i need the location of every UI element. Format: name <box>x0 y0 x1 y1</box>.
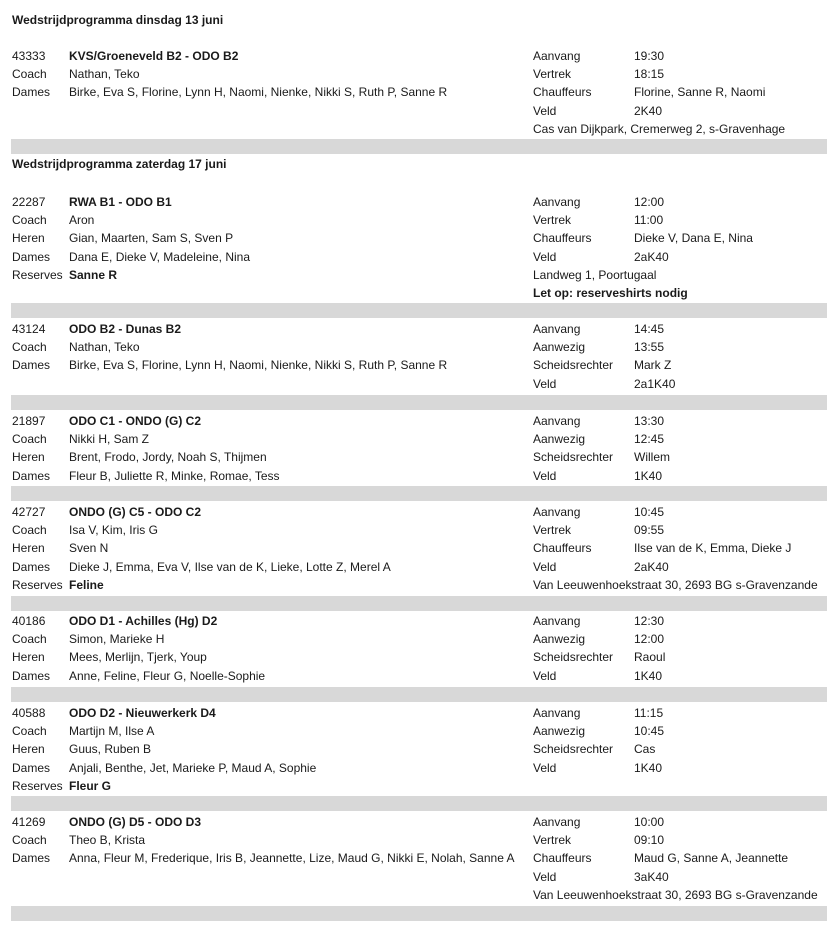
info-value: 10:00 <box>634 815 665 829</box>
row-value: Birke, Eva S, Florine, Lynn H, Naomi, Nienke, Nikki S, Ruth P, Sanne R <box>69 85 448 100</box>
separator-bar <box>11 486 827 501</box>
info-label: Vertrek <box>533 523 572 538</box>
row-label: Coach <box>12 523 47 538</box>
separator-bar <box>11 596 827 611</box>
row-label: Dames <box>12 559 51 574</box>
row-label: Heren <box>12 742 45 757</box>
match-code: 43333 <box>12 49 46 63</box>
info-label: Scheidsrechter <box>533 650 614 665</box>
info-label: Veld <box>533 869 557 884</box>
row-label: Dames <box>12 760 51 775</box>
row-value: Guus, Ruben B <box>69 742 152 757</box>
separator-bar <box>11 906 827 921</box>
info-value: 13:30 <box>634 414 665 428</box>
info-label: Veld <box>533 668 557 683</box>
row-label: Coach <box>12 833 47 848</box>
row-value: Simon, Marieke H <box>69 632 165 647</box>
reserves-label: Reserves <box>12 267 63 282</box>
reserves-value: Sanne R <box>69 267 118 282</box>
info-value: Maud G, Sanne A, Jeannette <box>634 851 789 866</box>
info-label: Veld <box>533 249 557 264</box>
info-label: Aanwezig <box>533 340 586 355</box>
location-text: Cas van Dijkpark, Cremerweg 2, s-Gravenhage <box>533 121 786 136</box>
row-value: Brent, Frodo, Jordy, Noah S, Thijmen <box>69 450 267 465</box>
info-label: Veld <box>533 468 557 483</box>
separator-bar <box>11 796 827 811</box>
row-value: Anjali, Benthe, Jet, Marieke P, Maud A, Sophie <box>69 760 317 775</box>
info-label: Vertrek <box>533 67 572 82</box>
row-label: Dames <box>12 851 51 866</box>
info-value: 2aK40 <box>634 249 669 264</box>
info-value: 11:00 <box>634 213 664 228</box>
row-value: Nathan, Teko <box>69 67 140 82</box>
info-value: 12:00 <box>634 195 665 209</box>
info-label: Veld <box>533 559 557 574</box>
row-value: Isa V, Kim, Iris G <box>69 523 158 538</box>
location-text: Van Leeuwenhoekstraat 30, 2693 BG s-Gravenzande <box>533 887 818 902</box>
info-label: Aanwezig <box>533 632 586 647</box>
info-value: Ilse van de K, Emma, Dieke J <box>634 541 792 556</box>
info-label: Aanwezig <box>533 432 586 447</box>
row-value: Gian, Maarten, Sam S, Sven P <box>69 231 234 246</box>
info-value: 1K40 <box>634 468 663 483</box>
match-title: KVS/Groeneveld B2 - ODO B2 <box>69 49 239 63</box>
info-label: Aanvang <box>533 49 581 63</box>
info-label: Aanwezig <box>533 724 586 739</box>
row-label: Heren <box>12 650 45 665</box>
info-label: Chauffeurs <box>533 231 592 246</box>
info-value: 19:30 <box>634 49 665 63</box>
match-title: ODO B2 - Dunas B2 <box>69 322 182 336</box>
match-title: ODO D1 - Achilles (Hg) D2 <box>69 614 218 628</box>
row-value: Birke, Eva S, Florine, Lynn H, Naomi, Nienke, Nikki S, Ruth P, Sanne R <box>69 358 448 373</box>
info-value: Cas <box>634 742 656 757</box>
row-label: Dames <box>12 468 51 483</box>
row-value: Anne, Feline, Fleur G, Noelle-Sophie <box>69 668 266 683</box>
match-title: ONDO (G) D5 - ODO D3 <box>69 815 202 829</box>
info-value: 09:10 <box>634 833 665 848</box>
info-value: 10:45 <box>634 724 665 739</box>
info-label: Scheidsrechter <box>533 450 614 465</box>
day-title: Wedstrijdprogramma dinsdag 13 juni <box>12 13 224 27</box>
match-code: 41269 <box>12 815 46 829</box>
info-value: 12:30 <box>634 614 665 628</box>
info-value: 11:15 <box>634 706 664 720</box>
row-value: Mees, Merlijn, Tjerk, Youp <box>69 650 207 665</box>
info-value: 2aK40 <box>634 559 669 574</box>
row-value: Dieke J, Emma, Eva V, Ilse van de K, Lieke, Lotte Z, Merel A <box>69 559 391 574</box>
row-label: Coach <box>12 432 47 447</box>
match-title: ODO D2 - Nieuwerkerk D4 <box>69 706 216 720</box>
info-value: 13:55 <box>634 340 665 355</box>
match-code: 21897 <box>12 414 46 428</box>
row-label: Dames <box>12 668 51 683</box>
match-title: RWA B1 - ODO B1 <box>69 195 172 209</box>
info-value: 3aK40 <box>634 869 669 884</box>
reserves-label: Reserves <box>12 577 63 592</box>
row-value: Anna, Fleur M, Frederique, Iris B, Jeannette, Lize, Maud G, Nikki E, Nolah, Sanne A <box>69 851 515 866</box>
row-label: Dames <box>12 358 51 373</box>
info-value: Florine, Sanne R, Naomi <box>634 85 766 100</box>
info-label: Veld <box>533 376 557 391</box>
row-label: Dames <box>12 249 51 264</box>
row-value: Sven N <box>69 541 109 556</box>
match-title: ONDO (G) C5 - ODO C2 <box>69 505 202 519</box>
match-code: 43124 <box>12 322 46 336</box>
info-value: Raoul <box>634 650 666 665</box>
info-value: Dieke V, Dana E, Nina <box>634 231 753 246</box>
note-text: Let op: reserveshirts nodig <box>533 286 688 300</box>
info-label: Aanvang <box>533 815 581 829</box>
separator-bar <box>11 139 827 154</box>
row-label: Heren <box>12 450 45 465</box>
info-label: Vertrek <box>533 833 572 848</box>
row-value: Fleur B, Juliette R, Minke, Romae, Tess <box>69 468 280 483</box>
row-label: Coach <box>12 340 47 355</box>
info-value: 10:45 <box>634 505 665 519</box>
info-value: 1K40 <box>634 668 663 683</box>
match-code: 40588 <box>12 706 46 720</box>
info-label: Vertrek <box>533 213 572 228</box>
row-label: Coach <box>12 67 47 82</box>
row-value: Nikki H, Sam Z <box>69 432 150 447</box>
info-label: Aanvang <box>533 706 581 720</box>
separator-bar <box>11 303 827 318</box>
info-label: Chauffeurs <box>533 85 592 100</box>
info-value: 14:45 <box>634 322 665 336</box>
row-value: Theo B, Krista <box>69 833 146 848</box>
row-value: Aron <box>69 213 95 228</box>
day-title: Wedstrijdprogramma zaterdag 17 juni <box>12 157 227 171</box>
reserves-label: Reserves <box>12 778 63 793</box>
row-label: Dames <box>12 85 51 100</box>
info-value: 09:55 <box>634 523 665 538</box>
info-value: 1K40 <box>634 760 663 775</box>
info-label: Scheidsrechter <box>533 358 614 373</box>
row-value: Martijn M, Ilse A <box>69 724 155 739</box>
info-value: 18:15 <box>634 67 665 82</box>
row-label: Coach <box>12 632 47 647</box>
info-label: Aanvang <box>533 322 581 336</box>
match-title: ODO C1 - ONDO (G) C2 <box>69 414 202 428</box>
row-label: Coach <box>12 213 47 228</box>
info-value: Mark Z <box>634 358 672 373</box>
info-label: Aanvang <box>533 414 581 428</box>
separator-bar <box>11 395 827 410</box>
info-value: 2a1K40 <box>634 376 676 391</box>
info-label: Chauffeurs <box>533 851 592 866</box>
info-value: 12:00 <box>634 632 665 647</box>
reserves-value: Feline <box>69 577 104 592</box>
match-code: 40186 <box>12 614 46 628</box>
separator-bar <box>11 687 827 702</box>
info-label: Veld <box>533 103 557 118</box>
reserves-value: Fleur G <box>69 778 112 793</box>
location-text: Van Leeuwenhoekstraat 30, 2693 BG s-Gravenzande <box>533 577 818 592</box>
row-label: Heren <box>12 541 45 556</box>
row-value: Dana E, Dieke V, Madeleine, Nina <box>69 249 250 264</box>
info-label: Aanvang <box>533 195 581 209</box>
info-label: Chauffeurs <box>533 541 592 556</box>
info-value: 2K40 <box>634 103 663 118</box>
row-value: Nathan, Teko <box>69 340 140 355</box>
info-label: Scheidsrechter <box>533 742 614 757</box>
info-value: Willem <box>634 450 670 465</box>
info-label: Veld <box>533 760 557 775</box>
row-label: Coach <box>12 724 47 739</box>
location-text: Landweg 1, Poortugaal <box>533 267 657 282</box>
info-label: Aanvang <box>533 505 581 519</box>
match-code: 22287 <box>12 195 46 209</box>
info-value: 12:45 <box>634 432 665 447</box>
info-label: Aanvang <box>533 614 581 628</box>
row-label: Heren <box>12 231 45 246</box>
match-code: 42727 <box>12 505 46 519</box>
